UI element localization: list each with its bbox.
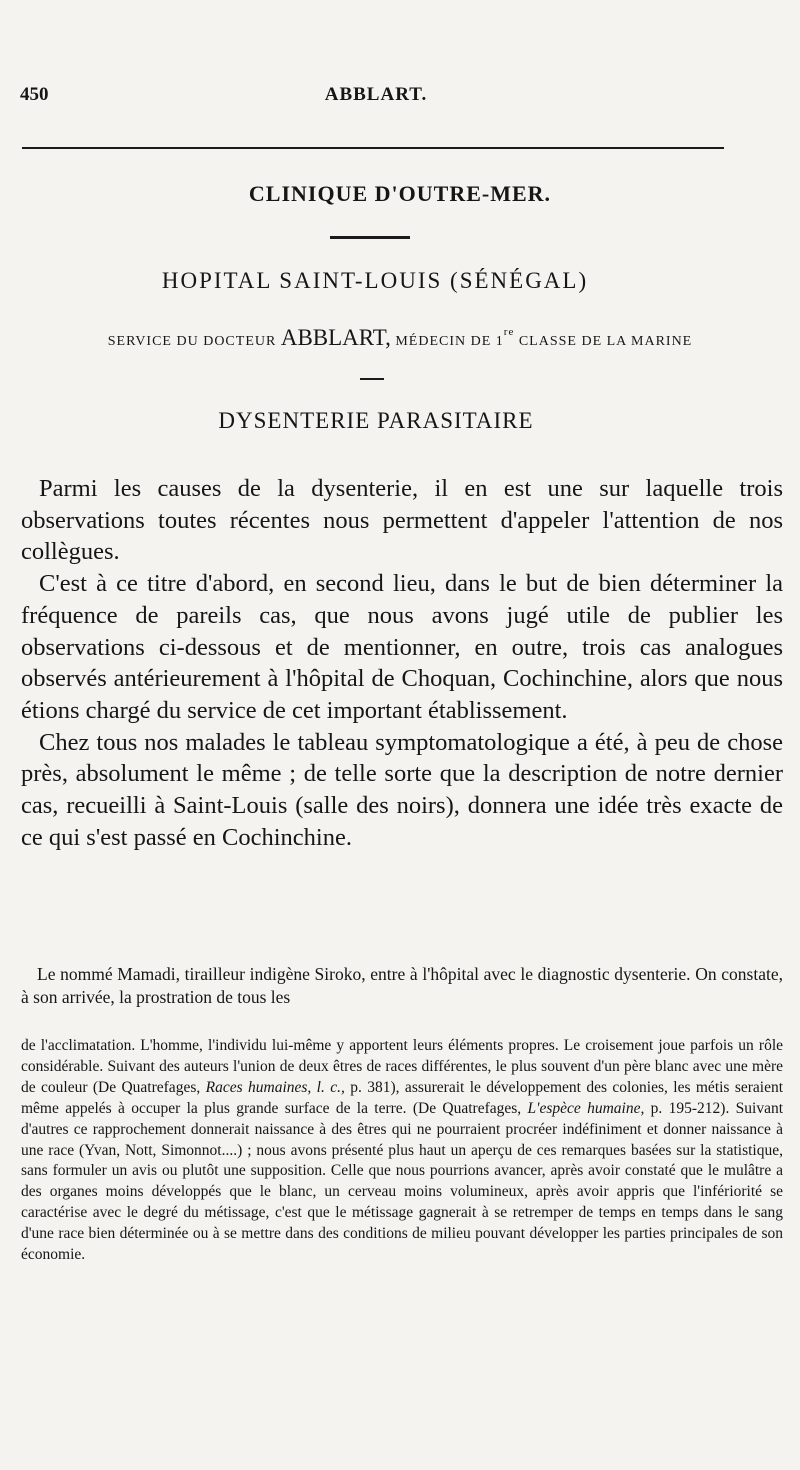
doctor-name: ABBLART, — [280, 325, 391, 350]
observation-paragraph: Le nommé Mamadi, tirailleur indigène Siroko, entre à l'hôpital avec le diagnostic dysenterie. On constate, à son arrivée, la prostration de tous les — [21, 964, 783, 1007]
citation: Races humaines, l. c., — [205, 1078, 345, 1096]
observation-text — [21, 963, 783, 1009]
paragraph: Chez tous nos malades le tableau symptomatologique a été, à peu de chose près, absolument le même ; de telle sorte que la description de notre dernier cas, recueilli à Saint-Louis (salle des noirs), donnera une idée très exacte de ce qui s'est passé en Cochinchine. — [21, 728, 783, 851]
paragraph: C'est à ce titre d'abord, en second lieu, dans le but de bien déterminer la fréquence de pareils cas, que nous avons jugé utile de publier les observations ci-dessous et de mentionner, en outre, trois cas analogues observés antérieurement à l'hôpital de Choquan, Cochinchine, alors que nous étions chargé du service de cet important établissement. — [21, 570, 783, 724]
footnote-paragraph — [21, 1036, 783, 1266]
section-title: CLINIQUE D'OUTRE-MER. — [248, 181, 552, 206]
running-title: ABBLART. — [324, 84, 428, 105]
paragraph: Parmi les causes de la dysenterie, il en est une sur laquelle trois observations toutes récentes nous permettent d'appeler l'attention de nos collègues. — [21, 475, 783, 566]
article-title: DYSENTERIE PARASITAIRE — [218, 408, 534, 433]
service-suffix: CLASSE DE LA MARINE — [518, 334, 693, 349]
service-rank: MÉDECIN DE 1 — [395, 334, 504, 349]
service-line — [0, 325, 800, 351]
service-rank-sup: re — [503, 326, 515, 338]
service-prefix: SERVICE DU DOCTEUR — [107, 334, 277, 349]
citation: L'espèce humaine, — [527, 1099, 645, 1117]
page-number: 450 — [20, 84, 49, 105]
footnote-part: p. 195-212). Suivant d'autres ce rapprochement donnerait naissance à des êtres qui ne pourraient procréer indéfiniment et donner naissance à une race (Yvan, Nott, Simonnot....) ; nous avons présenté plus haut un aperçu de ces remarques basées sur la statistique, sans formuler un avis ou plutôt une supposition. Celle que nous pourrions avancer, après avoir constaté que le mulâtre a des organes moins développés que le blanc, un cerveau moins volumineux, après avoir appris que l'infériorité se caractérise avec le degré du métissage, c'est que le métissage gagnerait à se retremper de temps en temps dans le sang d'une race bien déterminée ou à se mettre dans des conditions de milieu pouvant développer les parties principales de son économie. — [21, 1099, 784, 1264]
header-rule — [22, 147, 724, 149]
footnote-part: p. 381), assurerait le développement des colonies, les métis seraient même appelés à occuper la plus grande surface de la terre. (De Quatrefages, — [21, 1078, 784, 1117]
section-rule — [330, 236, 410, 239]
running-head — [20, 84, 732, 114]
footnote-part: de l'acclimatation. L'homme, l'individu lui-même y apportent leurs éléments propres. Le croisement joue parfois un rôle considérable. Suivant des auteurs l'union de deux êtres de races différentes, le plus souvent d'un père blanc avec une mère de couleur (De Quatrefages, — [21, 1037, 783, 1096]
title-dash — [360, 378, 384, 380]
main-text — [21, 473, 783, 853]
footnote-text — [21, 1036, 783, 1266]
hospital-heading: HOPITAL SAINT-LOUIS (SÉNÉGAL) — [161, 268, 589, 293]
